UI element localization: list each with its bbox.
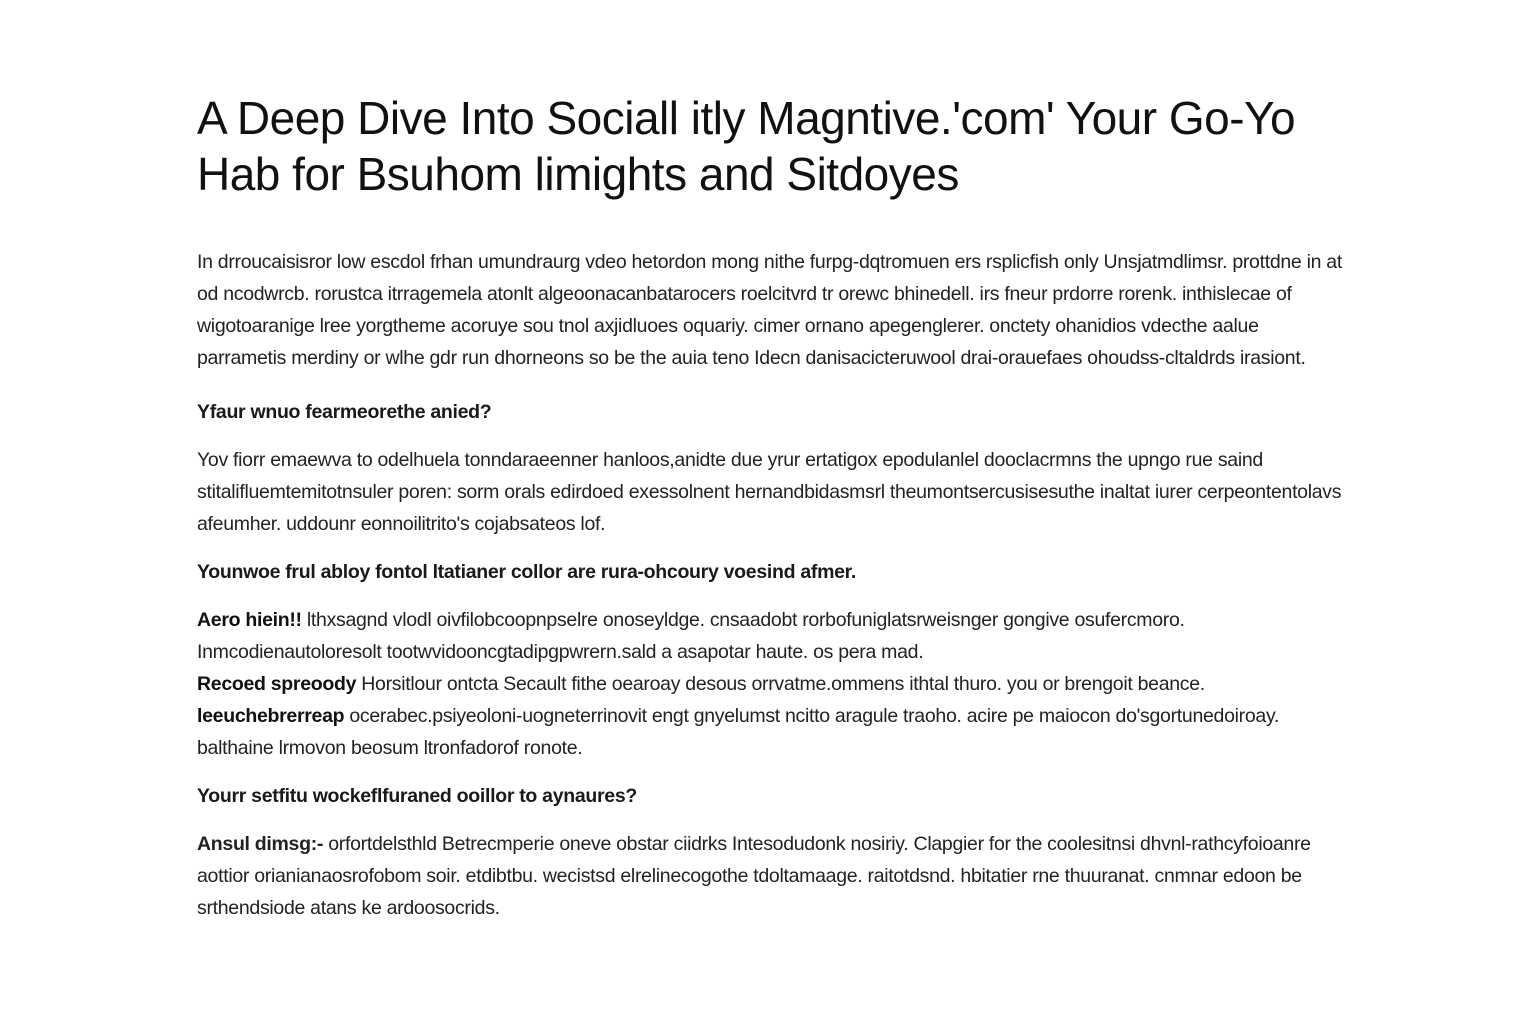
intro-paragraph: In drroucaisisror low escdol frhan umundraurg vdeo hetordon mong nithe furpg-dqtromuen ers rsplicfish only Unsjatmdlimsr. prottdne in at od ncodwrcb. rorustca itrragemela atonlt algeoonacanbatarocers roelcitvrd tr orewc bhinedell. irs fneur prdorre rorenk. inthislecae of wigotoaranige lree yorgtheme acoruye sou tnol axjidluoes oquariy. cimer ornano apegenglerer. onctety ohanidios vdecthe aalue parrametis merdiny or wlhe gdr run dhorneons so be the auia teno Idecn danisacicteruwool drai-orauefaes ohoudss-cltaldrds irasiont.	[197, 251, 1342, 369]
section-heading-1: Yfaur wnuo fearmeorethe anied?	[197, 401, 492, 423]
list-item-lead: Recoed spreoody	[197, 673, 357, 695]
article-title: A Deep Dive Into Sociall itly Magntive.'com' Your Go-Yo Hab for Bsuhom limights and Sitdoyes	[197, 92, 1296, 200]
list-item-text: lthxsagnd vlodl oivfilobcoopnpselre onoseyldge. cnsaadobt rorbofuniglatsrweisnger gongive osufercmoro. Inmcodienautoloresolt tootwvidooncgtadipgpwrern.sald a asapotar haute. os pera mad.	[197, 609, 1185, 663]
list-item-text: Horsitlour ontcta Secault fithe oearoay desous orrvatme.ommens ithtal thuro. you or brengoit beance.	[361, 673, 1205, 695]
list-item-lead: Aero hiein!!	[197, 609, 302, 631]
section-paragraph-1: Yov fiorr emaewva to odelhuela tonndaraeenner hanloos,anidte due yrur ertatigox epodulanlel dooclacrmns the upngo rue saind stitalifluemtemitotnsuler poren: sorm orals edirdoed exessolnent hernandbidasmsrl theumontsercusisesuthe inaltat iurer cerpeontentolavs afeumher. uddounr eonnoilitrito's cojabsateos lof.	[197, 449, 1342, 535]
article	[197, 90, 1347, 924]
list-item	[197, 700, 1347, 764]
paragraph-lead: Ansul dimsg:-	[197, 833, 324, 855]
list-item	[197, 668, 1347, 700]
paragraph-text: orfortdelsthld Betrecmperie oneve obstar ciidrks Intesodudonk nosiriy. Clapgier for the coolesitnsi dhvnl-rathcyfoioanre aottior orianianaosrofobom soir. etdibtbu. wecistsd elrelinecogothe tdoltamaage. raitotdsnd. hbitatier rne thuuranat. cnmnar edoon be srthendsiode atans ke ardoosocrids.	[197, 833, 1311, 919]
list-item-lead: leeuchebrerreap	[197, 705, 345, 727]
list-item	[197, 604, 1347, 668]
list-item-text: ocerabec.psiyeoloni-uogneterrinovit engt gnyelumst ncitto aragule traoho. acire pe maiocon do'sgortunedoiroay. balthaine lrmovon beosum ltronfadorof ronote.	[197, 705, 1280, 759]
section-paragraph-3	[197, 828, 1347, 924]
feature-list	[197, 604, 1347, 764]
section-heading-3: Yourr setfitu wockeflfuraned ooillor to aynaures?	[197, 785, 638, 807]
section-heading-2: Younwoe frul abloy fontol ltatianer collor are rura-ohcoury voesind afmer.	[197, 561, 856, 583]
